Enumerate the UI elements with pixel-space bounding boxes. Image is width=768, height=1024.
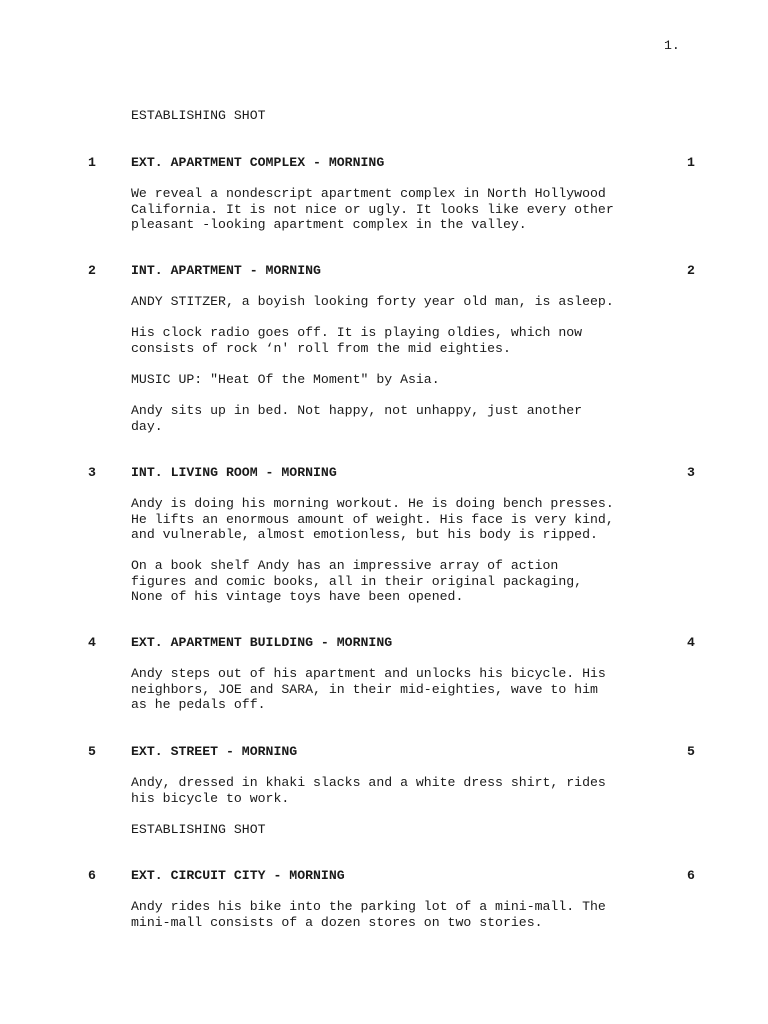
scene-heading: EXT. STREET - MORNING [131, 744, 298, 759]
action-paragraph: MUSIC UP: "Heat Of the Moment" by Asia. [131, 372, 440, 387]
scene-number-left: 5 [88, 744, 96, 759]
scene-number-left: 6 [88, 868, 96, 883]
scene-number-right: 3 [687, 465, 695, 480]
scene-number-right: 6 [687, 868, 695, 883]
page-number: 1. [664, 38, 680, 53]
scene-heading: EXT. CIRCUIT CITY - MORNING [131, 868, 345, 883]
scene-heading: INT. APARTMENT - MORNING [131, 263, 321, 278]
scene-heading: EXT. APARTMENT BUILDING - MORNING [131, 635, 393, 650]
scene-heading: INT. LIVING ROOM - MORNING [131, 465, 337, 480]
action-paragraph: Andy sits up in bed. Not happy, not unhappy, just another day. [131, 403, 583, 434]
action-paragraph: His clock radio goes off. It is playing oldies, which now consists of rock ‘n' roll from the mid eighties. [131, 325, 583, 356]
action-paragraph: We reveal a nondescript apartment complex in North Hollywood California. It is not nice or ugly. It looks like every other pleasant -looking apartment complex in the valley. [131, 186, 614, 233]
action-paragraph: Andy is doing his morning workout. He is doing bench presses. He lifts an enormous amount of weight. His face is very kind, and vulnerable, almost emotionless, but his body is ripped. [131, 496, 614, 543]
transition-establishing-shot: ESTABLISHING SHOT [131, 822, 266, 837]
scene-heading: EXT. APARTMENT COMPLEX - MORNING [131, 155, 385, 170]
scene-number-right: 4 [687, 635, 695, 650]
scene-number-left: 1 [88, 155, 96, 170]
transition-establishing-shot: ESTABLISHING SHOT [131, 108, 266, 123]
action-paragraph: Andy rides his bike into the parking lot of a mini-mall. The mini-mall consists of a dozen stores on two stories. [131, 899, 606, 930]
action-paragraph: On a book shelf Andy has an impressive array of action figures and comic books, all in their original packaging, None of his vintage toys have been opened. [131, 558, 583, 605]
scene-number-left: 2 [88, 263, 96, 278]
action-paragraph: Andy steps out of his apartment and unlocks his bicycle. His neighbors, JOE and SARA, in their mid-eighties, wave to him as he pedals off. [131, 666, 606, 713]
scene-number-right: 5 [687, 744, 695, 759]
action-paragraph: ANDY STITZER, a boyish looking forty year old man, is asleep. [131, 294, 614, 309]
scene-number-right: 2 [687, 263, 695, 278]
scene-number-left: 4 [88, 635, 96, 650]
scene-number-left: 3 [88, 465, 96, 480]
action-paragraph: Andy, dressed in khaki slacks and a white dress shirt, rides his bicycle to work. [131, 775, 606, 806]
scene-number-right: 1 [687, 155, 695, 170]
